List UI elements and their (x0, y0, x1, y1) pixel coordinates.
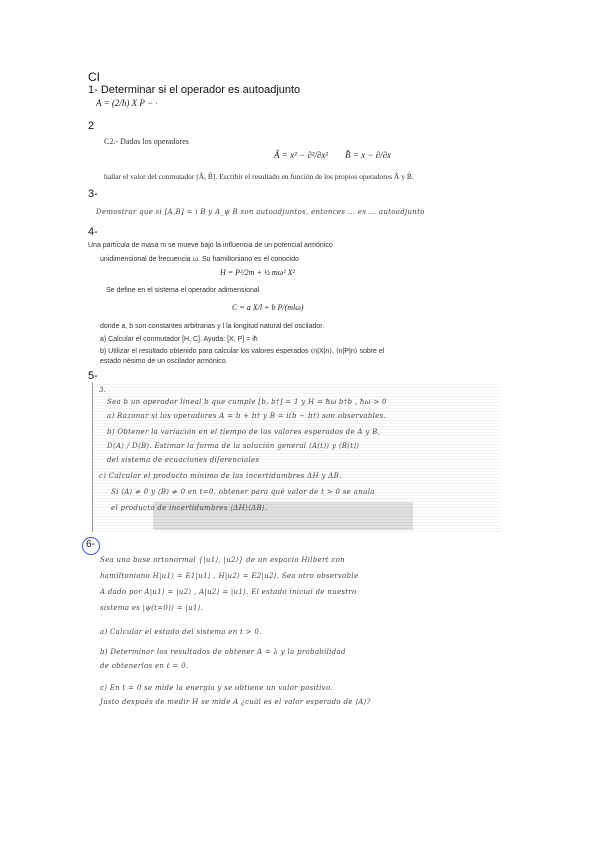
question-1-formula: A = (2/ħ) X P − · (96, 98, 158, 108)
question-6-number: 6- (86, 539, 95, 550)
question-4-operator-c: C = a X/l + b P/(mlω) (232, 303, 304, 312)
question-5-scanned-block (92, 382, 501, 532)
question-5-line: Si ⟨A⟩ ≠ 0 y ⟨B⟩ ≠ 0 en t=0, obtener para qué valor de t > 0 se anula (111, 488, 375, 496)
question-5-line: D⟨A⟩ / D⟨B⟩. Estimar la forma de la solución general ⟨A(t)⟩ y ⟨B(t)⟩ (107, 442, 360, 450)
question-5-line: 3. (99, 386, 107, 394)
question-2-text: hallar el valor del conmutador [Â, B̂]. Escribir el resultado en función de los propios operadores Â y B̂. (104, 172, 414, 181)
question-4-item-b: b) Utilizar el resultado obtenido para calcular los valores esperados ⟨n|X|n⟩, ⟨n|P|n⟩ sobre el (100, 348, 385, 355)
question-6-line: Justo después de medir H se mide A ¿cuál es el valor esperado de ⟨A⟩? (100, 698, 371, 706)
question-4-line-2: unidimensional de frecuencia ω. Su hamiltoniano es el conocido (100, 256, 299, 263)
question-3-number: 3- (88, 188, 98, 200)
question-6-line: sistema es |ψ(t=0)⟩ = |u1⟩. (100, 604, 204, 612)
question-6-line: Sea una base ortonormal {|u1⟩, |u2⟩} de un espacio Hilbert con (100, 556, 345, 564)
question-2-formula-a: Â = x² − ∂²/∂x² (274, 150, 329, 160)
question-3-text: Demostrar que si [A,B] = i B y A_ψ B son autoadjuntos, entonces ... es ... autoadjunto (96, 208, 425, 216)
question-6-line: b) Determinar los resultados de obtener A = λ y la probabilidad (100, 648, 346, 656)
question-5-line: a) Razonar si los operadores A = b + b† y B = i(b − b†) son observables. (107, 412, 387, 420)
question-6-line: a) Calcular el estado del sistema en t > 0. (100, 628, 262, 636)
question-2-intro: C2.- Dados los operadores (104, 137, 189, 146)
question-6-line: A dado por A|u1⟩ = |u2⟩ , A|u2⟩ = |u1⟩. El estado inicial de nuestro (100, 588, 357, 596)
question-4-number: 4- (88, 226, 98, 238)
question-1-title: 1- Determinar si el operador es autoadjunto (88, 84, 301, 96)
question-2-number: 2 (88, 120, 95, 132)
question-4-line-4: donde a, b son constantes arbitrarias y l la longitud natural del oscilador. (100, 323, 325, 330)
question-5-line: c) Calcular el producto mínimo de las incertidumbres ΔH y ΔB. (99, 472, 342, 480)
question-4-item-a: a) Calcular el conmutador [H, C]. Ayuda: [X, P] = iħ (100, 336, 258, 343)
question-5-line: del sistema de ecuaciones diferenciales (107, 456, 260, 464)
question-5-line: Sea b un operador lineal b que cumple [b, b†] = 1 y H = ħω b†b , ħω > 0 (107, 398, 387, 406)
ci-label: CI (88, 70, 100, 84)
question-4-item-b-cont: estado nésimo de un oscilador armónico. (100, 358, 228, 365)
question-5-number: 5- (88, 370, 98, 382)
question-4-line-1: Una partícula de masa m se mueve bajo la influencia de un potencial armónico (88, 242, 333, 249)
question-6-line: de obtenerlos en t = 0. (100, 662, 189, 670)
question-4-line-3: Se define en el sistema el operador adimensional (106, 287, 260, 294)
question-5-line: b) Obtener la variación en el tiempo de los valores esperados de A y B, (107, 428, 381, 436)
question-4-hamiltonian: H = P²/2m + ½ mω² X² (220, 268, 295, 277)
question-2-formula-b: B̂ = x − ∂/∂x (345, 150, 392, 160)
question-5-line: el producto de incertidumbres ⟨ΔH⟩⟨ΔB⟩. (111, 504, 268, 512)
question-6-line: hamiltoniano H|u1⟩ = E1|u1⟩ , H|u2⟩ = E2|u2⟩. Sea otro observable (100, 572, 359, 580)
question-6-line: c) En t = 0 se mide la energía y se obtiene un valor positivo. (100, 684, 333, 692)
